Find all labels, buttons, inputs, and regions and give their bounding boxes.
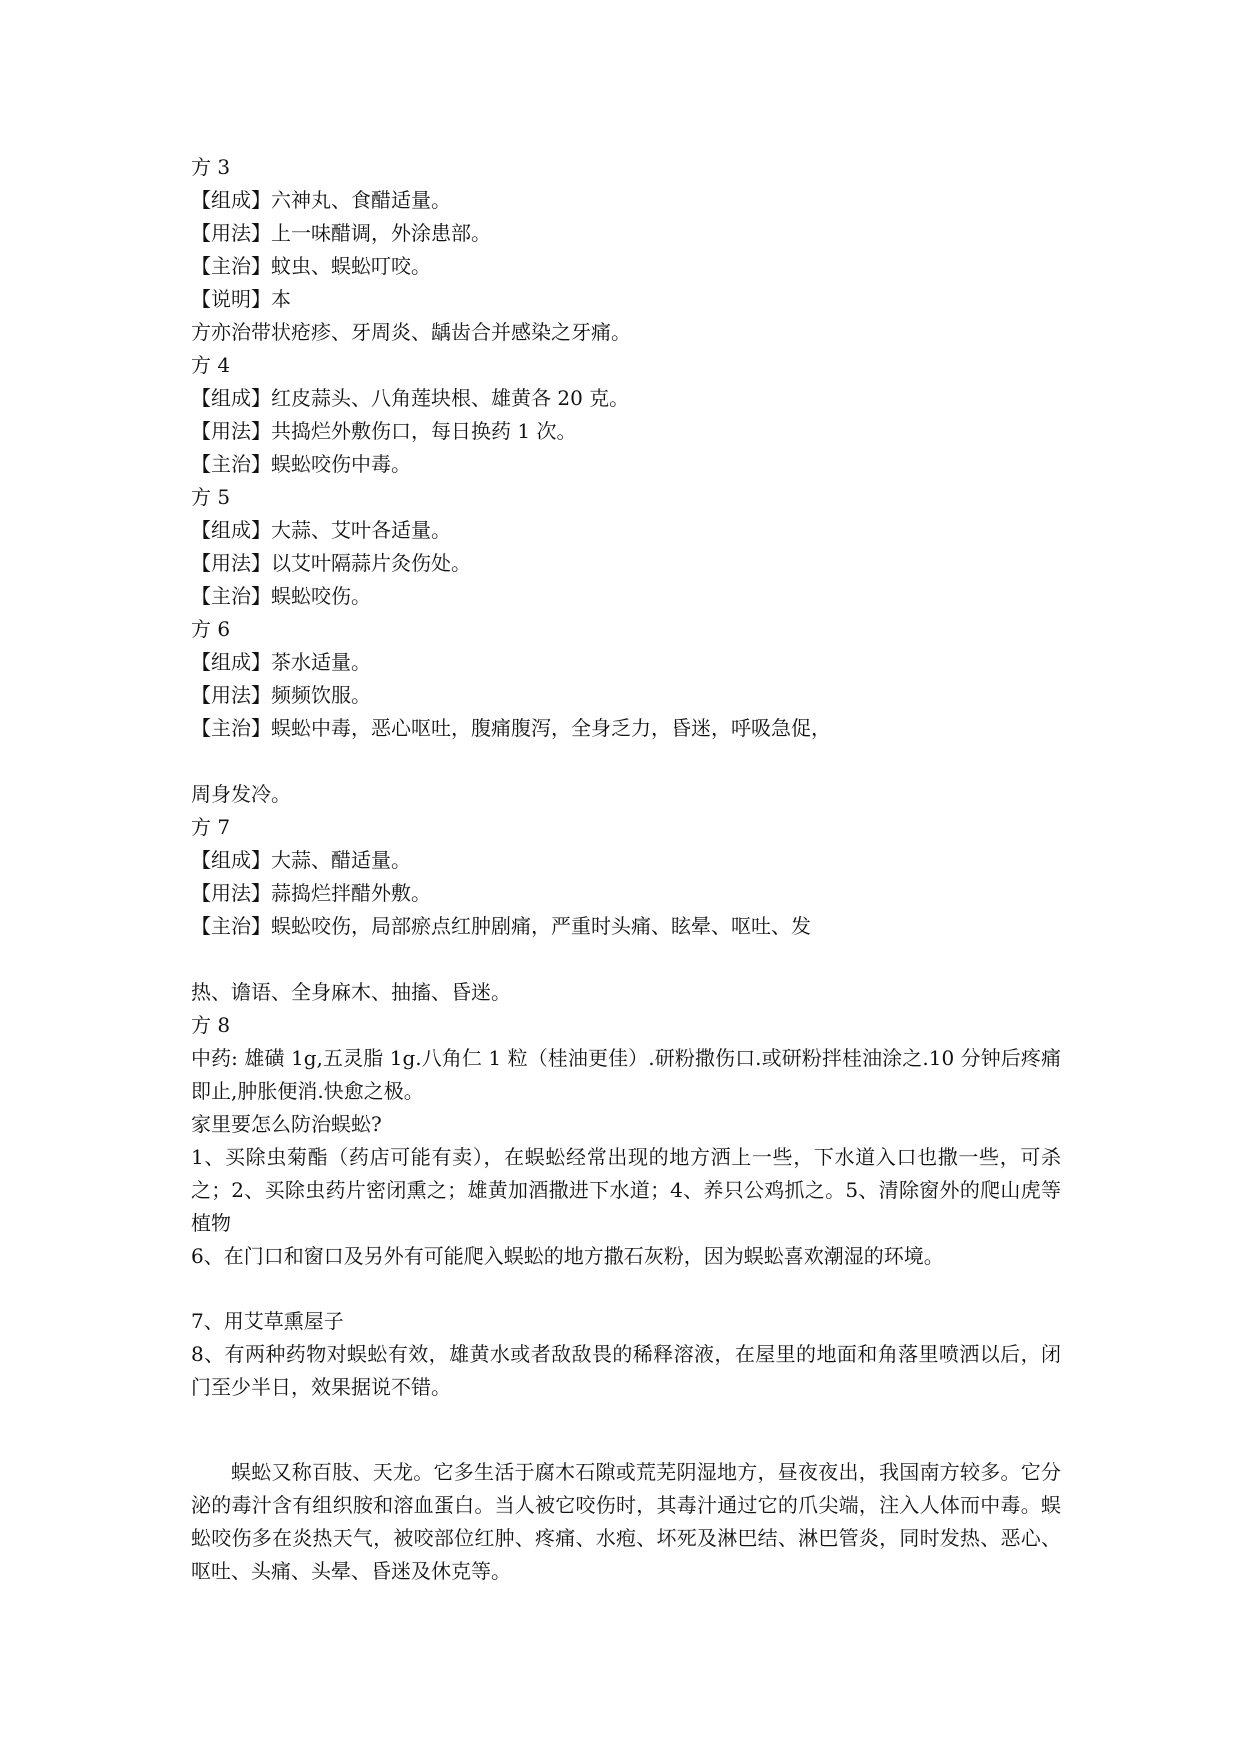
recipe-6-usage: 【用法】频频饮服。 [191, 683, 371, 707]
recipe-4-composition: 【组成】红皮蒜头、八角莲块根、雄黄各 20 克。 [191, 386, 630, 410]
prevention-heading: 家里要怎么防治蜈蚣? [191, 1112, 382, 1136]
recipe-5-usage: 【用法】以艾叶隔蒜片灸伤处。 [191, 551, 471, 575]
recipe-4-heading: 方 4 [191, 353, 231, 377]
recipe-7-heading: 方 7 [191, 815, 231, 839]
blank-line [191, 745, 1061, 778]
recipe-3-note-label: 【说明】本 [191, 287, 291, 311]
blank-line [191, 1273, 1061, 1305]
recipe-4-indication: 【主治】蜈蚣咬伤中毒。 [191, 452, 411, 476]
prevention-item-6: 6、在门口和窗口及另外有可能爬入蜈蚣的地方撒石灰粉，因为蜈蚣喜欢潮湿的环境。 [191, 1244, 944, 1268]
recipe-7-indication: 【主治】蜈蚣咬伤，局部瘀点红肿剧痛，严重时头痛、眩晕、呕吐、发 [191, 914, 811, 938]
recipe-7-usage: 【用法】蒜捣烂拌醋外敷。 [191, 881, 431, 905]
recipe-3-usage: 【用法】上一味醋调，外涂患部。 [191, 221, 491, 245]
recipe-8-heading: 方 8 [191, 1013, 231, 1037]
document-body [191, 151, 1061, 1588]
blank-line [191, 943, 1061, 976]
recipe-5-indication: 【主治】蜈蚣咬伤。 [191, 584, 371, 608]
recipe-5-composition: 【组成】大蒜、艾叶各适量。 [191, 518, 451, 542]
recipe-4-usage: 【用法】共捣烂外敷伤口，每日换药 1 次。 [191, 419, 577, 443]
prevention-item-7: 7、用艾草熏屋子 [191, 1309, 344, 1333]
recipe-3-indication: 【主治】蚊虫、蜈蚣叮咬。 [191, 254, 431, 278]
recipe-7-composition: 【组成】大蒜、醋适量。 [191, 848, 411, 872]
prevention-item-8: 8、有两种药物对蜈蚣有效，雄黄水或者敌敌畏的稀释溶液，在屋里的地面和角落里喷洒以后，闭门至少半日，效果据说不错。 [191, 1342, 1061, 1399]
recipe-5-heading: 方 5 [191, 485, 231, 509]
recipe-7-indication-cont: 热、谵语、全身麻木、抽搐、昏迷。 [191, 980, 511, 1004]
recipe-3-composition: 【组成】六神丸、食醋适量。 [191, 188, 451, 212]
centipede-description-paragraph: 蜈蚣又称百肢、天龙。它多生活于腐木石隙或荒芜阴湿地方，昼夜夜出，我国南方较多。它分泌的毒汁含有组织胺和溶血蛋白。当人被它咬伤时，其毒汁通过它的爪尖端，注入人体而中毒。蜈蚣咬伤多在炎热天气，被咬部位红肿、疼痛、水疱、坏死及淋巴结、淋巴管炎，同时发热、恶心、呕吐、头痛、头晕、昏迷及休克等。 [191, 1460, 1061, 1583]
recipe-6-heading: 方 6 [191, 617, 231, 641]
recipe-3-note-text: 方亦治带状疮疹、牙周炎、龋齿合并感染之牙痛。 [191, 320, 631, 344]
recipe-6-indication-cont: 周身发冷。 [191, 782, 291, 806]
recipe-6-composition: 【组成】茶水适量。 [191, 650, 371, 674]
recipe-8-text: 中药: 雄磺 1g,五灵脂 1g.八角仁 1 粒（桂油更佳）.研粉撒伤口.或研粉拌桂油涂之.10 分钟后疼痛即止,肿胀便消.快愈之极。 [191, 1046, 1061, 1103]
recipe-3-heading: 方 3 [191, 155, 231, 179]
prevention-item-1-5: 1、买除虫菊酯（药店可能有卖），在蜈蚣经常出现的地方洒上一些，下水道入口也撒一些，可杀之；2、买除虫药片密闭熏之；雄黄加酒撒进下水道；4、养只公鸡抓之。5、清除窗外的爬山虎等植物 [191, 1145, 1061, 1235]
recipe-6-indication: 【主治】蜈蚣中毒，恶心呕吐，腹痛腹泻，全身乏力，昏迷，呼吸急促， [191, 716, 831, 740]
